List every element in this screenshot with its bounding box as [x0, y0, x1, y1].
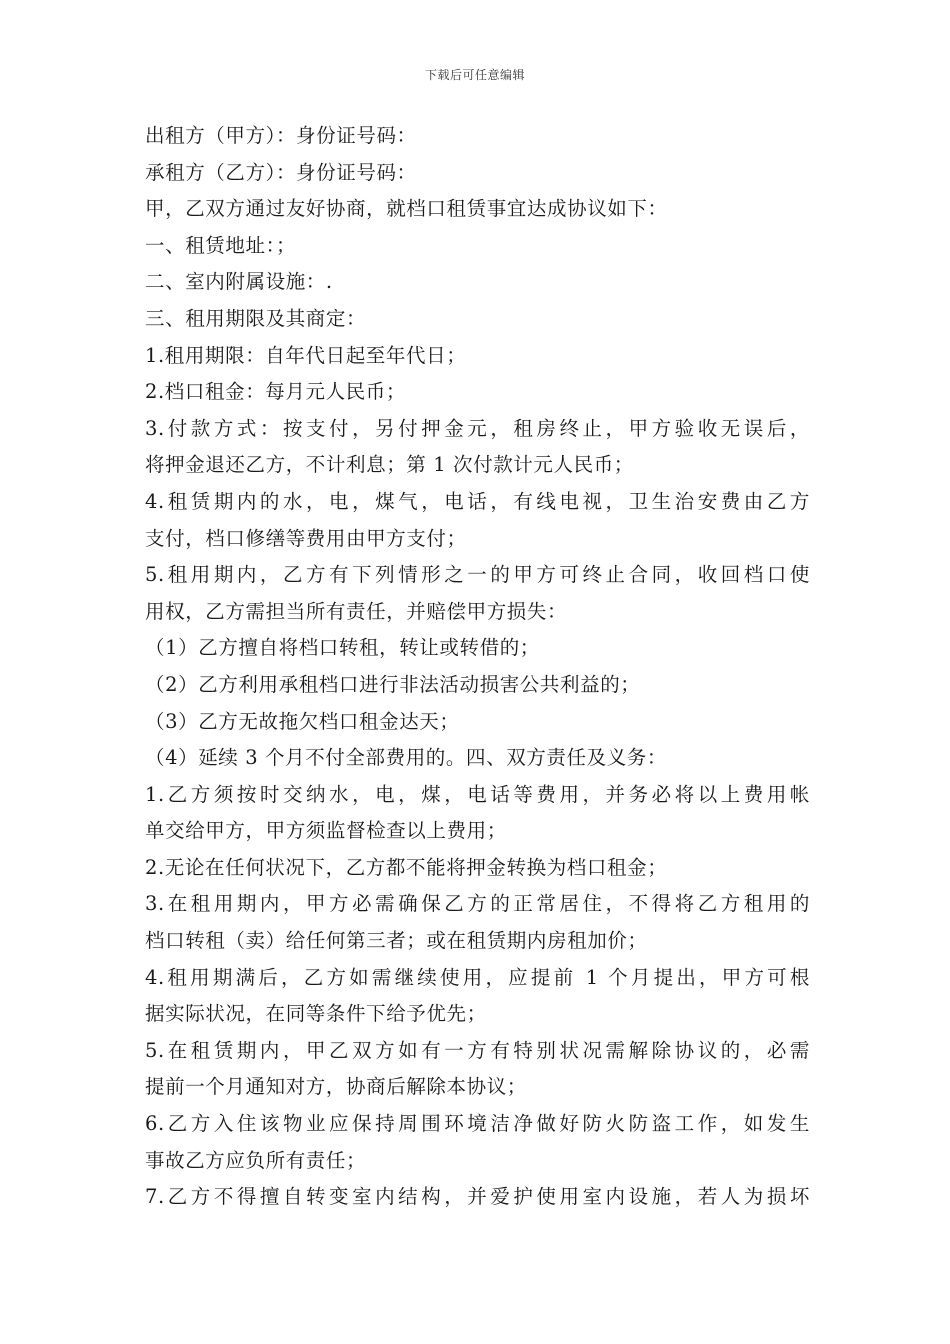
document-line: 出租方（甲方）：身份证号码： [145, 124, 417, 147]
document-body [145, 118, 810, 1216]
document-line: 一、租赁地址：； [145, 233, 297, 257]
document-line: 将押金退还乙方，不计利息；第 1 次付款计元人民币； [145, 453, 634, 477]
document-line: 5.在租赁期内，甲乙双方如有一方有特别状况需解除协议的，必需 [145, 1038, 810, 1062]
document-line: 3.在租用期内，甲方必需确保乙方的正常居住，不得将乙方租用的 [145, 892, 810, 916]
document-line: 6.乙方入住该物业应保持周围环境洁净做好防火防盗工作，如发生 [145, 1112, 810, 1136]
document-line: 2.无论在任何状况下，乙方都不能将押金转换为档口租金； [145, 855, 668, 879]
document-line: 1.租用期限：自年代日起至年代日； [145, 343, 467, 367]
document-line: （4）延续 3 个月不付全部费用的。四、双方责任及义务： [145, 746, 668, 770]
document-line: 二、室内附属设施：. [145, 270, 333, 294]
document-line: 事故乙方应负所有责任； [145, 1148, 367, 1172]
document-line: 3.付款方式：按支付，另付押金元，租房终止，甲方验收无误后， [145, 416, 810, 440]
page-header: 下载后可任意编辑 [424, 68, 525, 82]
document-line: 4.租用期满后，乙方如需继续使用，应提前 1 个月提出，甲方可根 [145, 965, 810, 989]
document-line: 三、租用期限及其商定： [145, 306, 367, 330]
document-line: 支付，档口修缮等费用由甲方支付； [145, 526, 467, 550]
document-line: 4.租赁期内的水，电，煤气，电话，有线电视，卫生治安费由乙方 [145, 489, 810, 513]
document-line: （3）乙方无故拖欠档口租金达天； [145, 709, 460, 733]
document-line: 单交给甲方，甲方须监督检查以上费用； [145, 819, 507, 843]
document-line: 2.档口租金：每月元人民币； [145, 380, 407, 404]
document-line: 提前一个月通知对方，协商后解除本协议； [145, 1075, 527, 1099]
document-line: （1）乙方擅自将档口转租，转让或转借的； [145, 636, 540, 660]
document-line: 档口转租（卖）给任何第三者；或在租赁期内房租加价； [145, 929, 648, 953]
document-line: 承租方（乙方）：身份证号码： [145, 160, 417, 184]
document-line: （2）乙方利用承租档口进行非法活动损害公共利益的； [145, 672, 641, 696]
document-line: 据实际状况，在同等条件下给予优先； [145, 1002, 487, 1026]
document-line: 7.乙方不得擅自转变室内结构，并爱护使用室内设施，若人为损坏 [145, 1185, 810, 1209]
document-line: 用权，乙方需担当所有责任，并赔偿甲方损失： [145, 599, 568, 623]
document-line: 甲，乙双方通过友好协商，就档口租赁事宜达成协议如下： [145, 197, 668, 221]
document-line: 1.乙方须按时交纳水，电，煤，电话等费用，并务必将以上费用帐 [145, 782, 810, 806]
document-line: 5.租用期内，乙方有下列情形之一的甲方可终止合同，收回档口使 [145, 563, 810, 587]
